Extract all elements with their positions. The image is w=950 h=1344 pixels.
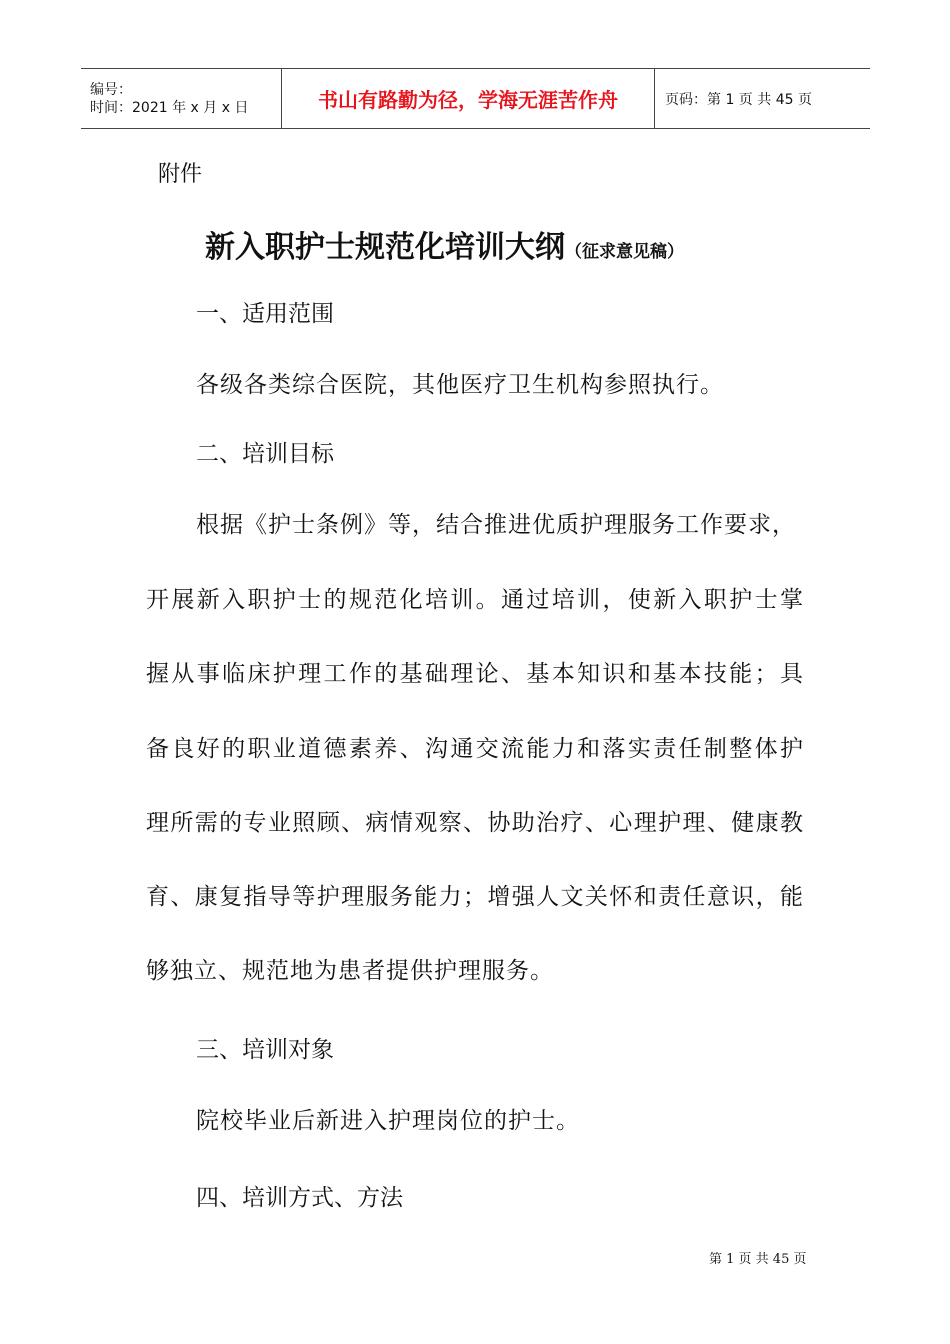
section-heading: 一、适用范围	[196, 301, 334, 327]
paragraph-line: 各级各类综合医院，其他医疗卫生机构参照执行。	[196, 372, 724, 398]
paragraph-line: 根据《护士条例》等，结合推进优质护理服务工作要求，	[196, 512, 796, 538]
paragraph-line: 育、康复指导等护理服务能力；增强人文关怀和责任意识，能	[146, 884, 804, 910]
document-number-label: 编号：	[90, 81, 132, 98]
section-heading: 三、培训对象	[196, 1037, 334, 1063]
paragraph-line: 握从事临床护理工作的基础理论、基本知识和基本技能；具	[146, 661, 804, 687]
paragraph-line: 院校毕业后新进入护理岗位的护士。	[196, 1108, 580, 1134]
page-footer: 第 1 页 共 45 页	[709, 1252, 807, 1267]
attachment-label: 附件	[158, 162, 203, 187]
paragraph-line: 够独立、规范地为患者提供护理服务。	[146, 958, 554, 984]
document-time-label: 时间：2021 年 x 月 x 日	[90, 99, 249, 116]
section-heading: 四、培训方式、方法	[196, 1185, 403, 1211]
document-title-note: （征求意见稿）	[565, 242, 684, 262]
document-title: 新入职护士规范化培训大纲	[205, 230, 565, 265]
header-page-label: 页码：第 1 页 共 45 页	[665, 91, 812, 108]
page-header	[81, 68, 870, 129]
section-heading: 二、培训目标	[196, 441, 334, 467]
paragraph-line: 理所需的专业照顾、病情观察、协助治疗、心理护理、健康教	[146, 810, 804, 836]
paragraph-line: 开展新入职护士的规范化培训。通过培训，使新入职护士掌	[146, 587, 804, 613]
document-title-row	[205, 222, 684, 266]
header-motto: 书山有路勤为径，学海无涯苦作舟	[282, 69, 655, 128]
header-meta	[81, 69, 282, 128]
paragraph-line: 备良好的职业道德素养、沟通交流能力和落实责任制整体护	[146, 736, 804, 762]
